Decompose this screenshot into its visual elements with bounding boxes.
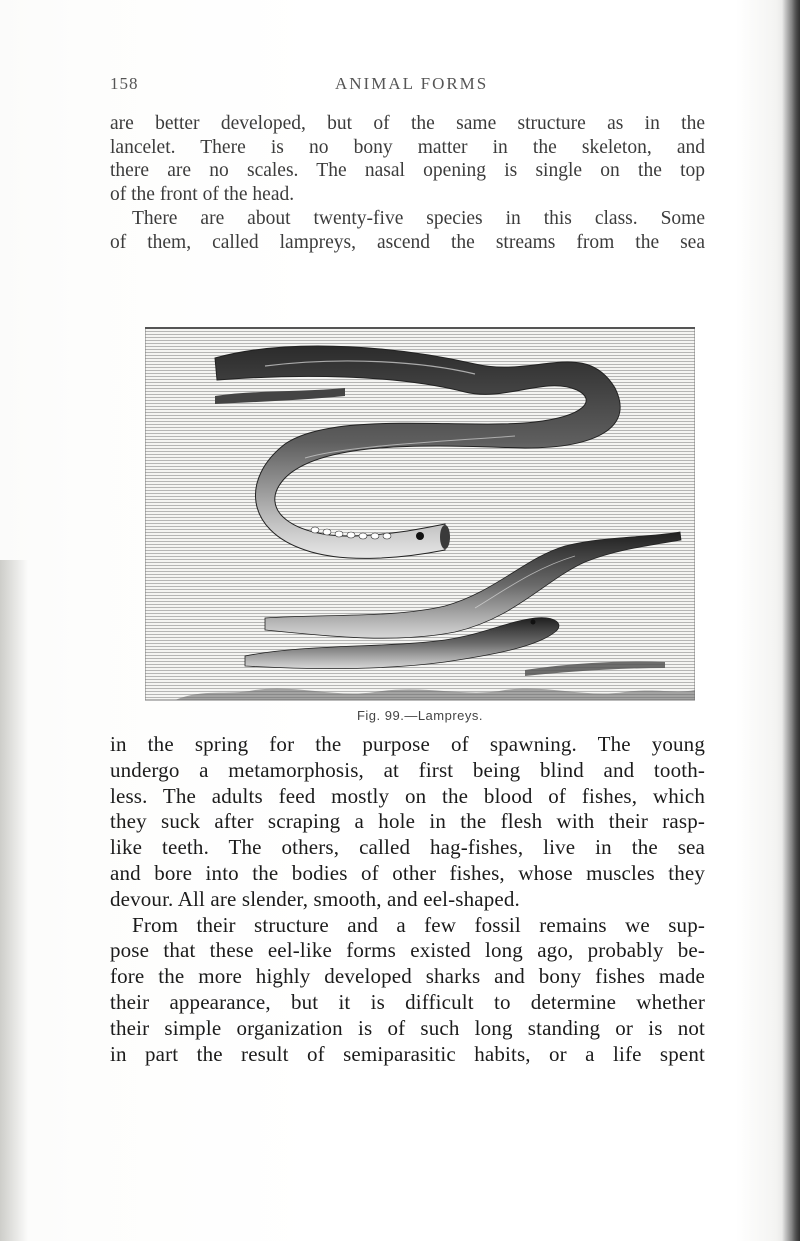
paragraph-top bbox=[110, 112, 705, 254]
text-line: of the front of the head. bbox=[110, 184, 295, 206]
text-line: undergo a metamorphosis, at first being blind and tooth- bbox=[110, 757, 705, 782]
left-page-shadow bbox=[0, 560, 28, 1241]
text-line: in part the result of semiparasitic habits, or a life spent bbox=[110, 1041, 705, 1066]
page-number: 158 bbox=[110, 74, 139, 93]
text-line: in the spring for the purpose of spawning. The young bbox=[110, 732, 705, 756]
text-line: pose that these eel-like forms existed long ago, probably be- bbox=[110, 938, 705, 963]
text-line: their simple organization is of such long standing or is not bbox=[110, 1015, 705, 1040]
text-line: fore the more highly developed sharks and bony fishes made bbox=[110, 964, 705, 989]
text-line: their appearance, but it is difficult to determine whether bbox=[110, 989, 705, 1014]
running-head: ANIMAL FORMS bbox=[335, 74, 489, 93]
text-line: less. The adults feed mostly on the blood of fishes, which bbox=[110, 783, 705, 808]
lampreys-illustration bbox=[145, 318, 695, 708]
text-line: lancelet. There is no bony matter in the skeleton, and bbox=[110, 136, 705, 158]
right-page-edge bbox=[782, 0, 800, 1241]
text-line: From their structure and a few fossil remains we sup- bbox=[132, 912, 705, 937]
text-line: like teeth. The others, called hag-fishes, live in the sea bbox=[110, 835, 705, 860]
engraving-svg bbox=[145, 318, 695, 708]
figure-caption: Fig. 99.—Lampreys. bbox=[356, 708, 484, 723]
lamprey-eye bbox=[416, 532, 424, 540]
text-line: There are about twenty-five species in this class. Some bbox=[132, 207, 705, 229]
page-header bbox=[110, 74, 690, 104]
text-line: there are no scales. The nasal opening is single on the top bbox=[110, 160, 705, 182]
text-line: are better developed, but of the same structure as in the bbox=[110, 113, 705, 134]
text-line: they suck after scraping a hole in the flesh with their rasp- bbox=[110, 809, 705, 834]
text-line: devour. All are slender, smooth, and eel-shaped. bbox=[110, 886, 520, 911]
text-line: of them, called lampreys, ascend the streams from the sea bbox=[110, 231, 705, 253]
text-line: and bore into the bodies of other fishes, whose muscles they bbox=[110, 860, 705, 885]
paragraph-bottom bbox=[110, 732, 705, 1067]
